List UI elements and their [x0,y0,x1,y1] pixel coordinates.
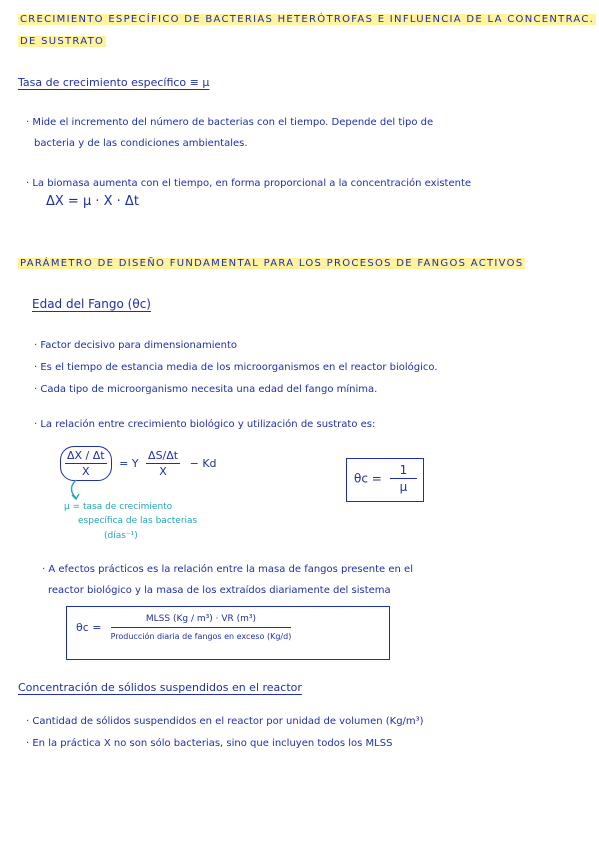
header-line-2 [18,36,106,47]
header-line-1-text: CRECIMIENTO ESPECÍFICO DE BACTERIAS HETERÓTROFAS E INFLUENCIA DE LA CONCENTRAC. [20,14,595,25]
growth-equation [60,446,217,481]
growth-fraction-right [146,449,180,478]
theta-practical-lhs: θc = [76,621,102,634]
growth-den-left: X [82,465,90,478]
section1-bullet1-line1: · Mide el incremento del número de bacterias con el tiempo. Depende del tipo de [26,117,434,128]
note-line-1: μ = tasa de crecimiento [64,502,173,512]
growth-tail: − Kd [189,456,217,470]
note-line-2: específica de las bacterias [78,516,198,526]
note-arrow-icon [64,478,94,504]
note-line-3: (días⁻¹) [104,531,138,541]
section2-subtitle: Edad del Fango (θc) [32,297,151,311]
growth-num-left: ΔX / Δt [67,449,105,462]
section3-bullet1: · Cantidad de sólidos suspendidos en el reactor por unidad de volumen (Kg/m³) [26,716,424,727]
section2-title [18,258,525,269]
growth-equals: = Y [119,456,139,470]
theta-den: μ [399,480,408,494]
section1-title: Tasa de crecimiento específico ≡ μ [18,76,210,89]
section1-bullet1-line2: bacteria y de las condiciones ambientales. [34,138,248,149]
theta-fraction [390,463,418,494]
section2-bullet2: · Es el tiempo de estancia media de los microorganismos en el reactor biológico. [34,362,438,373]
section3-bullet2: · En la práctica X no son sólo bacterias, sino que incluyen todos los MLSS [26,738,393,749]
header-line-1 [18,14,596,25]
growth-den-right: X [159,465,167,478]
growth-num-right: ΔS/Δt [148,449,179,462]
theta-practical-equation [76,614,291,641]
theta-practical-num: MLSS (Kg / m³) · VR (m³) [111,614,292,628]
theta-num: 1 [390,463,418,479]
theta-lhs: θc = [354,471,382,486]
section2-title-text: PARÁMETRO DE DISEÑO FUNDAMENTAL PARA LOS PROCESOS DE FANGOS ACTIVOS [20,258,524,269]
header-line-2-text: DE SUSTRATO [20,36,105,47]
theta-practical-den: Producción diaria de fangos en exceso (Kg/d) [110,632,292,641]
section1-bullet2-line1: · La biomasa aumenta con el tiempo, en forma proporcional a la concentración existente [26,178,472,189]
section2-bullet5-line1: · A efectos prácticos es la relación entre la masa de fangos presente en el [42,564,413,575]
section2-bullet5-line2: reactor biológico y la masa de los extraídos diariamente del sistema [48,585,391,596]
theta-practical-fraction [111,614,292,641]
growth-fraction-left [60,446,112,481]
section1-formula: ΔX = μ · X · Δt [46,194,139,209]
section2-bullet4: · La relación entre crecimiento biológico y utilización de sustrato es: [34,419,376,430]
section3-title: Concentración de sólidos suspendidos en el reactor [18,681,302,694]
section2-bullet1: · Factor decisivo para dimensionamiento [34,340,237,351]
theta-equation [354,463,417,494]
section2-bullet3: · Cada tipo de microorganismo necesita una edad del fango mínima. [34,384,378,395]
